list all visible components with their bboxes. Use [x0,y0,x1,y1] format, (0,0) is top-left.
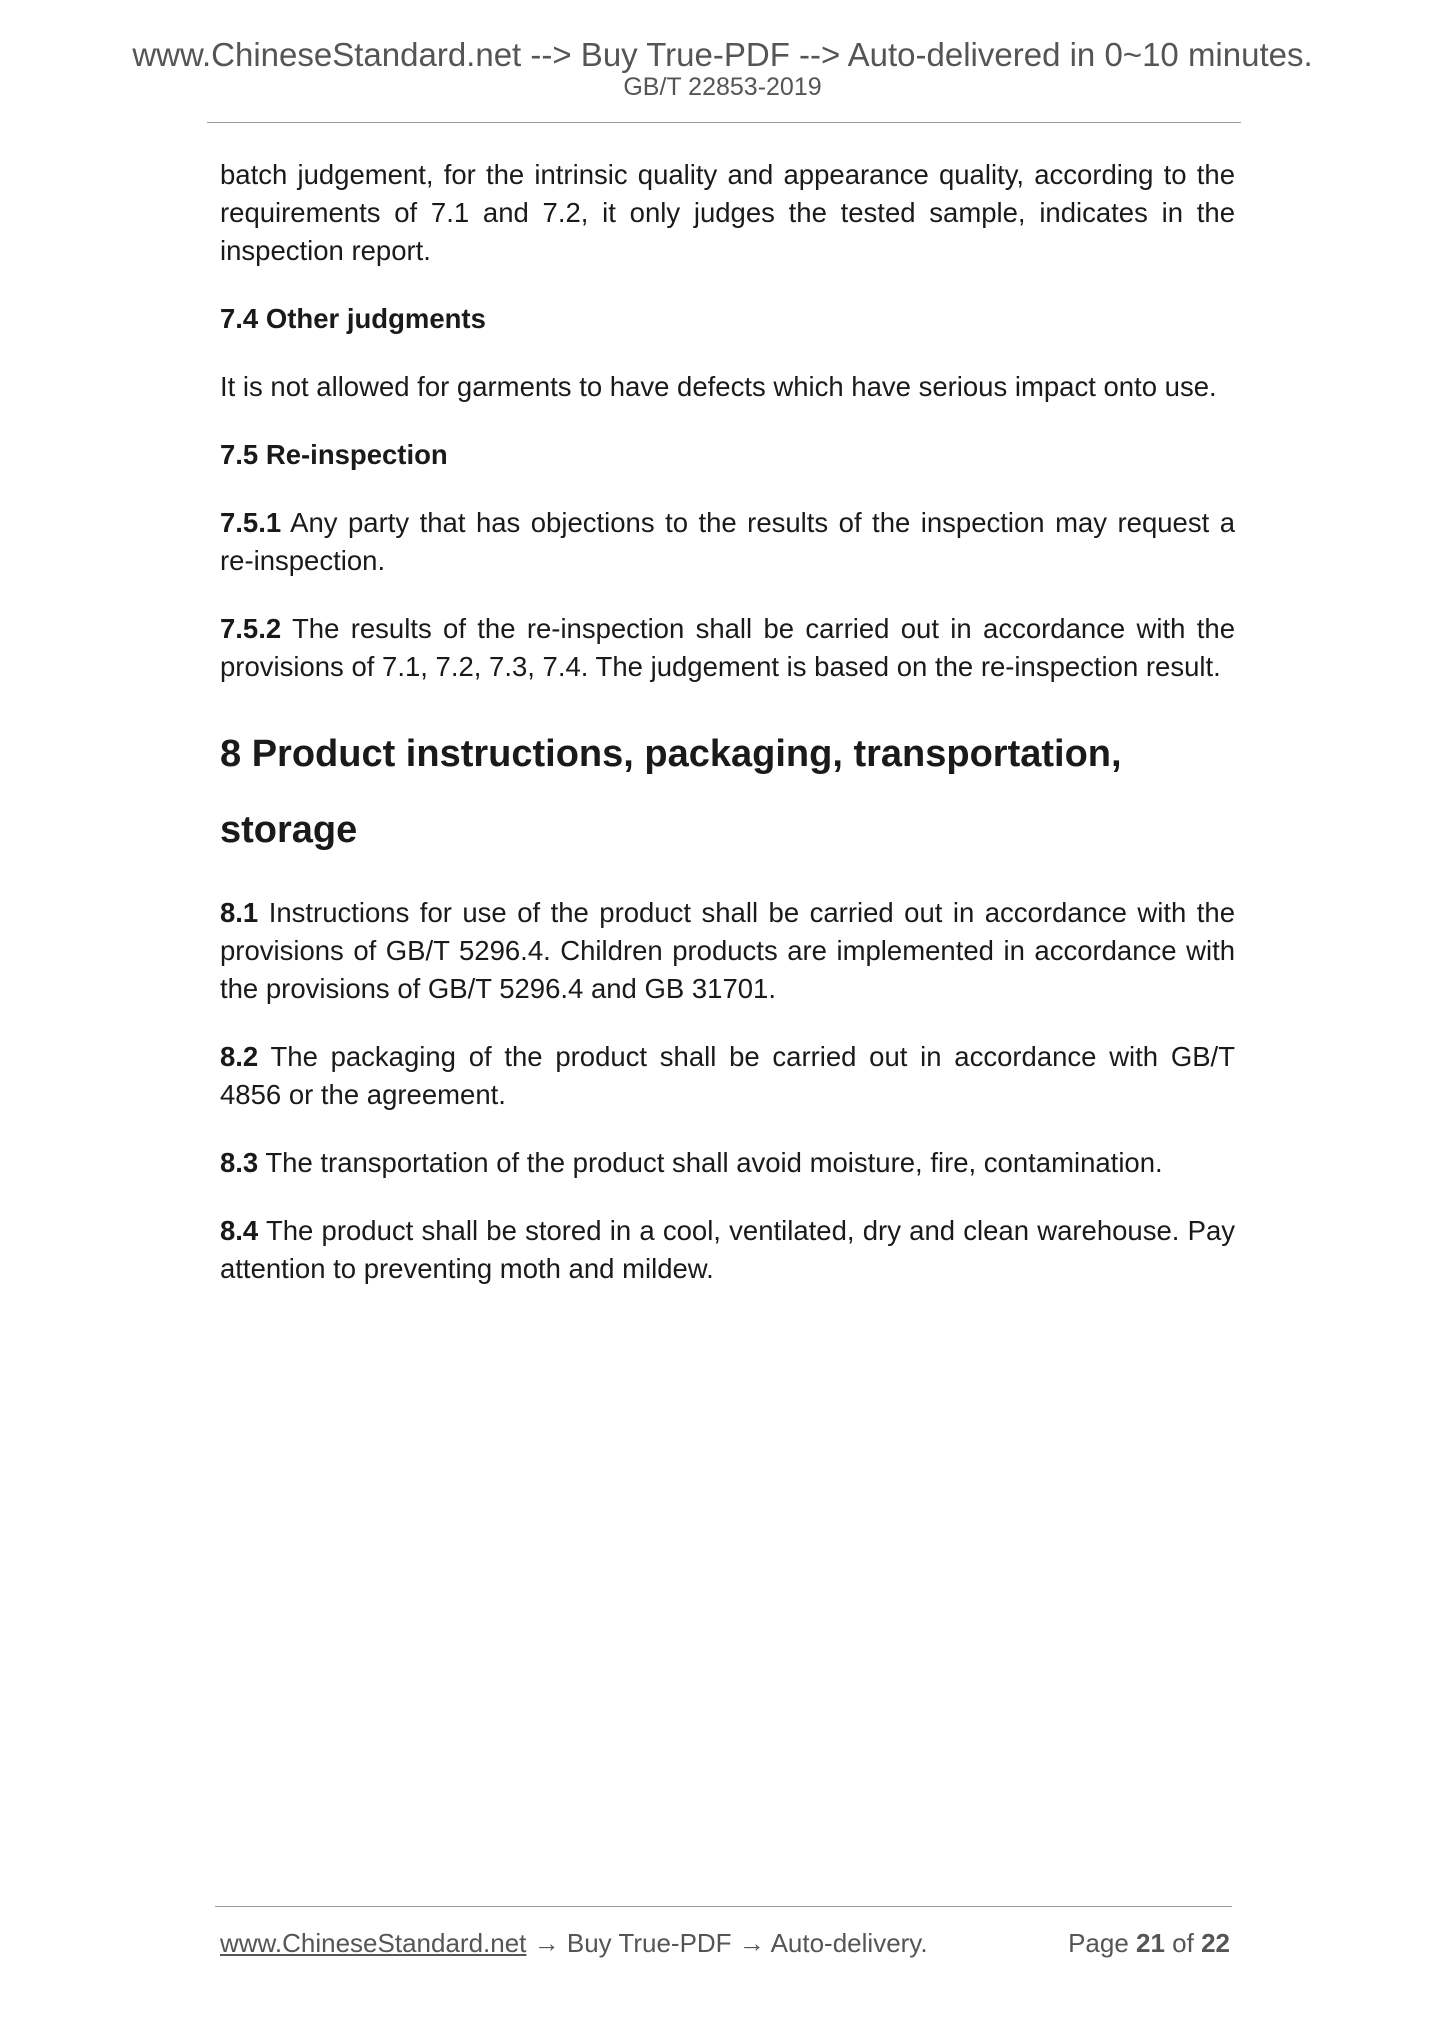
clause-8-1 [220,894,1235,1008]
footer-promo-text: → Buy True-PDF → Auto-delivery. [526,1928,928,1958]
section-7-4-heading: 7.4 Other judgments [220,303,486,334]
intro-paragraph: batch judgement, for the intrinsic quality and appearance quality, according to the requirements of 7.1 and 7.2, it only judges the tested sample, indicates in the inspection report. [220,159,1235,266]
footer-site-link[interactable]: www.ChineseStandard.net [220,1928,527,1958]
section-8-heading-line-1: 8 Product instructions, packaging, transportation, [220,733,1122,775]
clause-number: 7.5.1 [220,507,282,538]
clause-number: 7.5.2 [220,613,282,644]
page-indicator [1068,1926,1230,1960]
clause-text: The product shall be stored in a cool, ventilated, dry and clean warehouse. Pay attention to preventing moth and mildew. [220,1215,1235,1284]
clause-7-5-2 [220,610,1235,686]
section-7-5-heading: 7.5 Re-inspection [220,439,448,470]
clause-text: Any party that has objections to the results of the inspection may request a re-inspection. [220,507,1235,576]
document-code: GB/T 22853-2019 [623,73,822,101]
header-banner: www.ChineseStandard.net --> Buy True-PDF --> Auto-delivered in 0~10 minutes. [132,36,1313,73]
document-body [220,156,1235,1318]
page-label: Page [1068,1928,1137,1958]
footer-promo [220,1926,928,1960]
section-8-heading [220,716,1235,868]
clause-number: 8.4 [220,1215,259,1246]
clause-text: The results of the re-inspection shall be carried out in accordance with the provisions of 7.1, 7.2, 7.3, 7.4. The judgement is based on the re-inspection result. [220,613,1235,682]
clause-text: The transportation of the product shall avoid moisture, fire, contamination. [258,1147,1163,1178]
clause-8-4 [220,1212,1235,1288]
clause-number: 8.3 [220,1147,259,1178]
clause-8-3 [220,1144,1235,1182]
section-8-heading-line-2: storage [220,809,358,851]
clause-text: Instructions for use of the product shall be carried out in accordance with the provisions of GB/T 5296.4. Children products are implemented in accordance with the provisions of GB/T 5296.4 and GB 31701. [220,897,1235,1004]
clause-7-5-1 [220,504,1235,580]
clause-number: 8.1 [220,897,259,928]
current-page-number: 21 [1136,1928,1165,1958]
footer-divider [215,1906,1232,1907]
clause-number: 8.2 [220,1041,259,1072]
clause-text: The packaging of the product shall be carried out in accordance with GB/T 4856 or the agreement. [220,1041,1235,1110]
total-pages-number: 22 [1201,1928,1230,1958]
page-of-label: of [1164,1928,1202,1958]
clause-8-2 [220,1038,1235,1114]
header-divider [207,122,1241,123]
section-7-4-text: It is not allowed for garments to have defects which have serious impact onto use. [220,371,1217,402]
